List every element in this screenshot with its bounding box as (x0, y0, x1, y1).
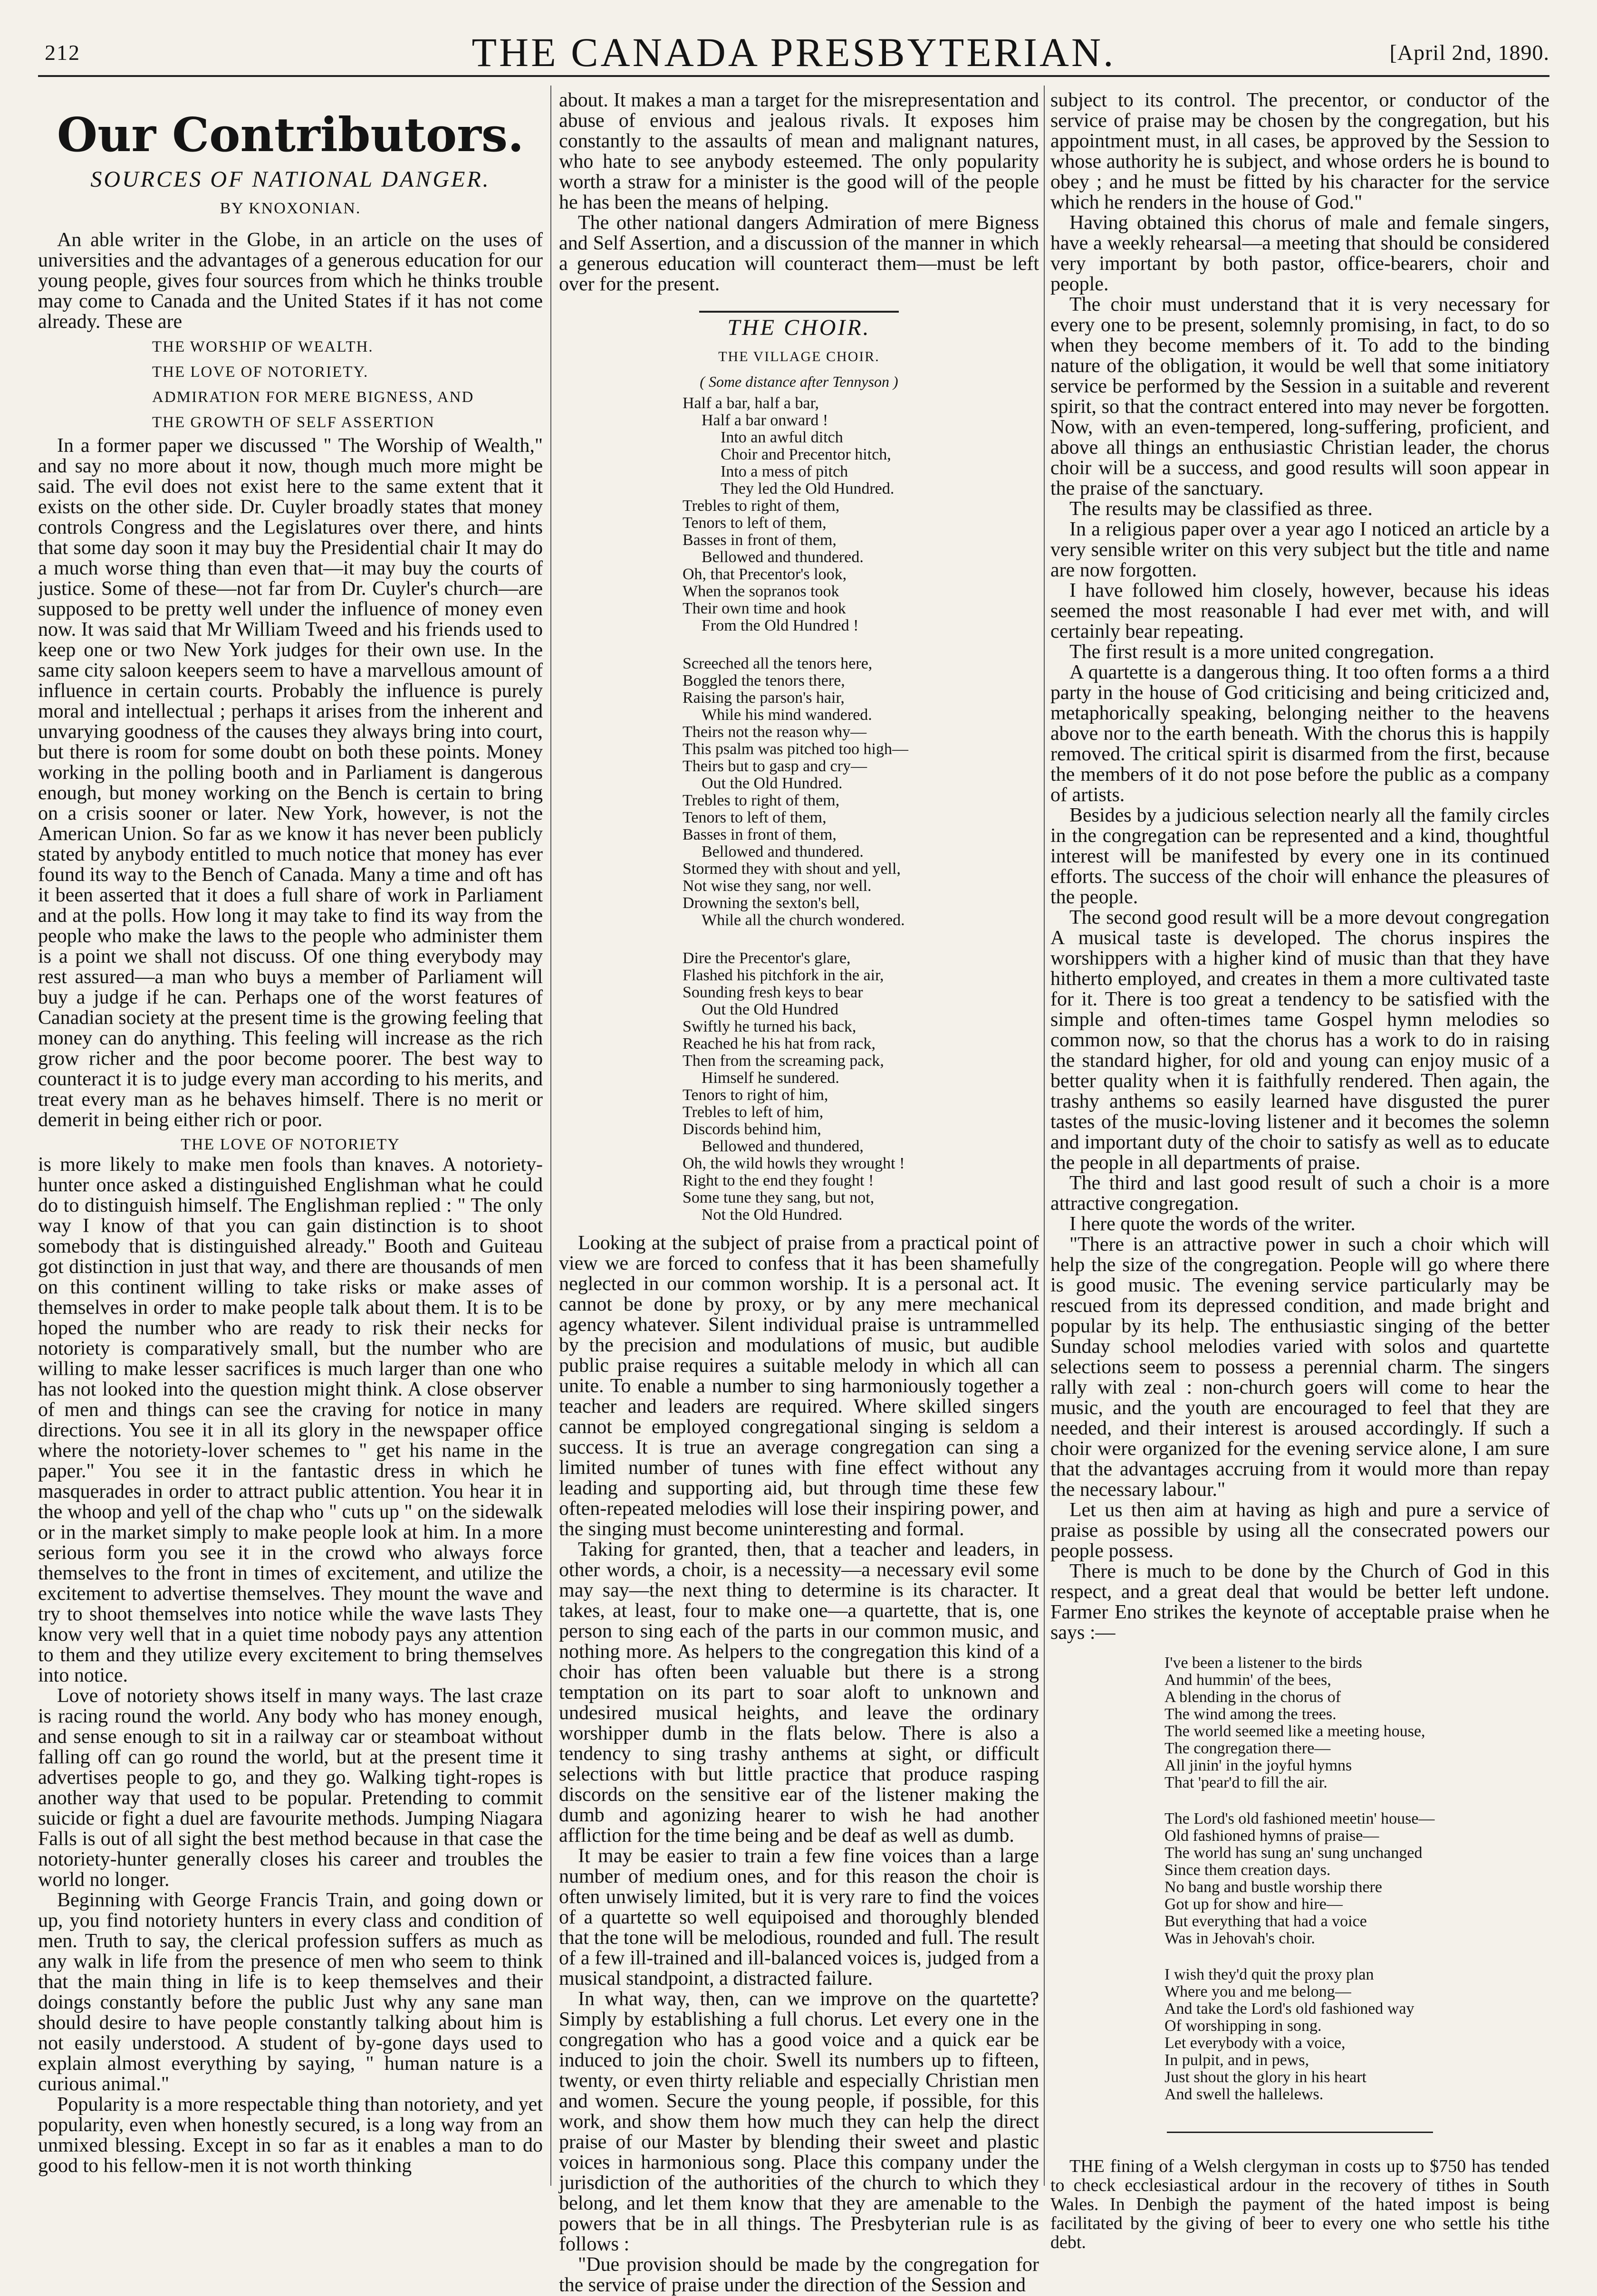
poem-line: Just shout the glory in his heart (1164, 2068, 1366, 2086)
poem-line: Discords behind him, (683, 1120, 821, 1138)
paragraph: In what way, then, can we improve on the quartette? Simply by establishing a full chorus. Let every one in the congregation who has a good voice and a quick ear be induced to join the choir. Swell its numbers up to fifteen, twenty, or even thirty reliable and especially Christian men and women. Secure the young people, if possible, for this work, and show them how much they can help the direct praise of our Master by blending their sweet and plastic voices in harmonious song. Place this company under the jurisdiction of the authorities of the church to which they belong, and let them know that they are amenable to the powers that be in all things. The Presbyterian rule is as follows : (559, 1988, 1039, 2255)
byline: BY KNOXONIAN. (220, 200, 361, 217)
paragraph: "Due provision should be made by the congregation for the service of praise under the direction of the Session and (559, 2254, 1039, 2296)
poem-line: Screeched all the tenors here, (683, 655, 873, 672)
column-divider (550, 86, 551, 2186)
poem-line: Let everybody with a voice, (1164, 2034, 1346, 2052)
poem-line: Drowning the sexton's bell, (683, 894, 860, 912)
paragraph: Beginning with George Francis Train, and going down or up, you find notoriety hunters in every class and condition of men. Truth to say, the clerical profession suffers as much as any walk in life from the presence of men who seem to think that the main thing in life is to keep themselves and their doings constantly before the public Just why any sane man should desire to have people constantly talking about him is not easily understood. A student of by-gone days used to explain almost everything by saying, " human nature is a curious animal." (38, 1889, 543, 2095)
poem-line: Bellowed and thundered. (702, 843, 864, 861)
poem-line: From the Old Hundred ! (702, 617, 859, 634)
page-number: 212 (45, 40, 80, 65)
paragraph: Looking at the subject of praise from a practical point of view we are forced to confess that it has been shamefully neglected in our common worship. It is a personal act. It cannot be done by proxy, or by any mere mechanical agency whatever. Silent individual praise is untrammelled by the precision and modulations of music, but audible public praise requires a suitable melody in which all can unite. To enable a number to sing harmoniously together a teacher and leaders are required. Where skilled singers cannot be employed congregational singing is seldom a success. It is true an average congregation can sing a limited number of tunes with fine effect without any leading and supporting aid, but through time these few often-repeated melodies will lose their inspiring power, and the singing must become uninteresting and formal. (559, 1232, 1039, 1540)
list-item: ADMIRATION FOR MERE BIGNESS, AND (152, 389, 474, 406)
poem-line: Trebles to left of him, (683, 1103, 824, 1121)
paragraph: Taking for granted, then, that a teacher and leaders, in other words, a choir, is a necessity—a necessary evil some may say—the next thing to determine is its character. It takes, at least, four to make one—a quartette, that is, one person to sing each of the parts in our common music, and nothing more. As helpers to the congregation this kind of a choir has often been valuable but there is a strong temptation on its part to soar aloft to unknown and undesired musical heights, and leave the ordinary worshipper dumb in the flats below. There is also a tendency to sing trashy anthems at sight, or difficult selections with but little practice that produce rasping discords on the sensitive ear of the listener making the dumb and agonizing hearer to wish he had another affliction for the time being and be deaf as well as dumb. (559, 1539, 1039, 1846)
poem-line: Some tune they sang, but not, (683, 1189, 875, 1206)
paragraph: "There is an attractive power in such a choir which will help the size of the congregation. People will go where there is good music. The evening service particularly may be rescued from its depressed condition, and made bright and popular by its help. The enthusiastic singing of the better Sunday school melodies varied with solos and quartette selections seem to possess a perennial charm. The singers rally with zeal : non-church goers will come to hear the music, and the youth are encouraged to feel that they are needed, and their interest is aroused accordingly. If such a choir were organized for the evening service alone, I am sure that the advantages accruing from it would more than repay the necessary labour." (1050, 1234, 1549, 1501)
paragraph: In a religious paper over a year ago I noticed an article by a very sensible writer on this very subject but the title and name are now forgotten. (1050, 518, 1549, 581)
poem-line: The wind among the trees. (1164, 1705, 1337, 1723)
paragraph: The choir must understand that it is very necessary for every one to be present, solemnly promising, in fact, to do so when they become members of it. To add to the binding nature of the obligation, it would be well that some initiatory service be performed by the Session in a suitable and reverent spirit, so that the contract entered into may never be forgotten. Now, with an even-tempered, long-suffering, proficient, and above all things an enthusiastic Christian leader, the chorus choir will be a success, and good results will soon appear in the praise of the sanctuary. (1050, 294, 1549, 499)
poem-line: Trebles to right of them, (683, 497, 840, 515)
poem-line: And hummin' of the bees, (1164, 1671, 1331, 1689)
poem (559, 395, 1039, 1224)
paragraph: There is much to be done by the Church of God in this respect, and a great deal that would be better left undone. Farmer Eno strikes the keynote of acceptable praise when he says :— (1050, 1560, 1549, 1644)
paragraph: Having obtained this chorus of male and female singers, have a weekly rehearsal—a meeting that should be considered very important by both pastor, office-bearers, choir and people. (1050, 212, 1549, 295)
poem-line: Was in Jehovah's choir. (1164, 1930, 1315, 1947)
poem-line: Half a bar, half a bar, (683, 394, 819, 412)
list-item: THE WORSHIP OF WEALTH. (152, 338, 374, 355)
farmer-eno-verses (1164, 1655, 1549, 2103)
poem-line: Basses in front of them, (683, 826, 837, 843)
poem-line: Oh, that Precentor's look, (683, 565, 847, 583)
paragraph: The other national dangers Admiration of mere Bigness and Self Assertion, and a discussion of the manner in which a generous education will counteract them—must be left over for the present. (559, 212, 1039, 295)
poem-line: I wish they'd quit the proxy plan (1164, 1966, 1374, 1983)
poem-line: Their own time and hook (683, 600, 846, 617)
poem-line: Himself he sundered. (702, 1069, 839, 1087)
list-item: THE LOVE OF NOTORIETY. (152, 364, 369, 381)
poem-line: Theirs but to gasp and cry— (683, 757, 867, 775)
column-1 (38, 90, 543, 2176)
paragraph: Love of notoriety shows itself in many ways. The last craze is racing round the world. Any body who has money enough, and sense enough to sit in a railway car or steamboat without falling off can go round the world, but at the present time it advertises people to go, and they go. Walking tight-ropes is another way that used to be popular. Pretending to commit suicide or fight a duel are favourite methods. Jumping Niagara Falls is out of all sight the best method because in that case the notoriety-hunter generally closes his career and troubles the world no longer. (38, 1685, 543, 1891)
separator-rule (1167, 2132, 1433, 2133)
subheading: THE LOVE OF NOTORIETY (181, 1136, 400, 1153)
poem-line: Since them creation days. (1164, 1861, 1331, 1879)
poem-line: Tenors to left of them, (683, 514, 827, 532)
poem-line: The Lord's old fashioned meetin' house— (1164, 1810, 1435, 1827)
paragraph: An able writer in the Globe, in an article on the uses of universities and the advantages of a generous education for our young people, gives four sources from which he thinks trouble may come to Canada and the United States if it has not come already. These are (38, 229, 543, 333)
poem-line: The world seemed like a meeting house, (1164, 1722, 1425, 1740)
stanza-gap (1164, 1947, 1549, 1966)
paragraph: The third and last good result of such a choir is a more attractive congregation. (1050, 1172, 1549, 1215)
poem-line: Trebles to right of them, (683, 792, 840, 809)
poem-line: Out the Old Hundred (702, 1001, 839, 1018)
poem-line: But everything that had a voice (1164, 1913, 1367, 1930)
poem-line: Bellowed and thundered, (702, 1138, 864, 1155)
poem-line: Got up for show and hire— (1164, 1895, 1343, 1913)
poem-line: Flashed his pitchfork in the air, (683, 966, 884, 984)
poem-line: While his mind wandered. (702, 706, 872, 724)
poem-line: Sounding fresh keys to bear (683, 984, 863, 1001)
poem-line: Reached he his hat from rack, (683, 1035, 875, 1052)
poem-line: While all the church wondered. (702, 911, 905, 929)
poem-line: I've been a listener to the birds (1164, 1654, 1362, 1672)
paragraph: Popularity is a more respectable thing than notoriety, and yet popularity, even when honestly secured, is a long way from an unmixed blessing. Except in so far as it enables a man to do good to his fellow-men it is not worth thinking (38, 2094, 543, 2177)
article-title: SOURCES OF NATIONAL DANGER. (90, 167, 491, 192)
poem-line: And swell the hallelews. (1164, 2086, 1324, 2103)
poem-line: Not wise they sang, nor well. (683, 877, 872, 895)
poem-line: Of worshipping in song. (1164, 2017, 1322, 2035)
paragraph: The second good result will be a more devout congregation A musical taste is developed. The chorus inspires the worshippers with a higher kind of music than that they have hitherto employed, and creates in them a more cultivated taste for it. There is too great a tendency to be satisfied with the simple and often-times tame Gospel hymn melodies so common now, so that the chorus has a work to do in raising the standard higher, for old and young can enjoy music of a better quality when it is faithfully rendered. Then again, the trashy anthems so easily learned have disgusted the purer tastes of the music-loving listener and it becomes the solemn and important duty of the choir to satisfy as well as to educate the people in all departments of praise. (1050, 907, 1549, 1174)
poem-line: No bang and bustle worship there (1164, 1878, 1382, 1896)
issue-date: [April 2nd, 1890. (1389, 40, 1549, 65)
poem-line: This psalm was pitched too high— (683, 740, 909, 758)
poem-line: In pulpit, and in pews, (1164, 2051, 1309, 2069)
poem-line: The world has sung an' sung unchanged (1164, 1844, 1423, 1862)
stanza-gap (559, 929, 1039, 950)
news-note: THE fining of a Welsh clergyman in costs up to $750 has tended to check ecclesiastical ardour in the recovery of tithes in South Wales. In Denbigh the payment of the hated impost is being facilitated by the giving of beer to every one who settle his tithe debt. (1050, 2156, 1549, 2252)
poem-line: Bellowed and thundered. (702, 548, 864, 566)
paragraph: Let us then aim at having as high and pure a service of praise as possible by using all the consecrated powers our people possess. (1050, 1499, 1549, 1562)
poem-line: Tenors to left of them, (683, 809, 827, 826)
poem-line: Raising the parson's hair, (683, 689, 845, 707)
poem-title: THE VILLAGE CHOIR. (718, 349, 880, 364)
poem-subtitle: ( Some distance after Tennyson ) (700, 373, 898, 390)
poem-line: Oh, the wild howls they wrought ! (683, 1155, 905, 1172)
poem-line: Out the Old Hundred. (702, 775, 843, 792)
poem-line: A blending in the chorus of (1164, 1688, 1341, 1706)
paragraph: subject to its control. The precentor, or conductor of the service of praise may be chosen by the congregation, but his appointment must, in all cases, be approved by the Session to whose authority he is subject, and whose orders he is bound to obey ; and he must be fitted by his character for the service which he renders in the house of God." (1050, 89, 1549, 213)
page-header (38, 19, 1549, 76)
paragraph: I have followed him closely, however, because his ideas seemed the most reasonable I had ever met with, and will certainly bear repeating. (1050, 580, 1549, 642)
paragraph: is more likely to make men fools than knaves. A notoriety-hunter once asked a distinguished Englishman what he could do to distinguish himself. The Englishman replied : " The only way I know of that you can gain distinction is to shoot somebody that is distinguished already." Booth and Guiteau got distinction in just that way, and there are thousands of men on this continent willing to take risks or make asses of themselves in order to make people talk about them. It is to be hoped the number who are ready to risk their necks for notoriety is comparatively small, but the number who are willing to make lesser sacrifices is much larger than one who has not looked into the question might think. A close observer of men and things can see the craving for notice in many directions. You see it in all its glory in the newspaper office where the notoriety-lover schemes to " get his name in the paper." You see it in the fantastic dress in which he masquerades in order to attract public attention. You hear it in the whoop and yell of the chap who " cuts up " on the sidewalk or in the market simply to make people look at him. In a more serious form you see it in the crowd who always force themselves to the front in times of excitement, and utilize the excitement to advertise themselves. They mount the wave and try to shoot themselves into notice while the wave lasts They know very well that in a quiet time nobody pays any attention to them and they utilize every excitement to bring themselves into notice. (38, 1154, 543, 1686)
column-3 (1050, 90, 1549, 2252)
column-2 (559, 90, 1039, 2296)
poem-line: Tenors to right of him, (683, 1086, 828, 1104)
article-title: THE CHOIR. (727, 315, 871, 340)
newspaper-title: THE CANADA PRESBYTERIAN. (471, 29, 1116, 75)
poem-line: Right to the end they fought ! (683, 1172, 874, 1189)
poem-line: Swiftly he turned his back, (683, 1018, 856, 1035)
paragraph: It may be easier to train a few fine voices than a large number of medium ones, and for this reason the choir is often unwisely limited, but it is very rare to find the voices of a quartette so well equipoised and thoroughly blended that the tone will be melodious, rounded and full. The result of a few ill-trained and ill-balanced voices is, judged from a musical standpoint, a distracted failure. (559, 1845, 1039, 1990)
poem-line: All jinin' in the joyful hymns (1164, 1757, 1352, 1774)
poem-line: Theirs not the reason why— (683, 723, 867, 741)
poem-line: Half a bar onward ! (702, 411, 828, 429)
poem-line: Choir and Precentor hitch, (721, 446, 891, 463)
paragraph: A quartette is a dangerous thing. It too often forms a a third party in the house of God criticising and being criticized and, metaphorically speaking, belonging neither to the heavens above nor to the earth beneath. With the chorus this is happily removed. The critical spirit is disarmed from the first, because the members of it do not pose before the public as a company of artists. (1050, 661, 1549, 806)
list-item: THE GROWTH OF SELF ASSERTION (152, 414, 435, 431)
poem-line: Dire the Precentor's glare, (683, 949, 851, 967)
poem-line: Into an awful ditch (721, 429, 843, 446)
poem-line: Boggled the tenors there, (683, 672, 845, 689)
paragraph: I here quote the words of the writer. (1069, 1213, 1356, 1235)
section-rule (699, 311, 899, 313)
stanza-gap (1164, 1791, 1549, 1810)
poem-line: Stormed they with shout and yell, (683, 860, 901, 878)
paragraph: In a former paper we discussed " The Worship of Wealth," and say no more about it now, though much more might be said. The evil does not exist here to the same extent that it exists on the other side. Dr. Cuyler broadly states that money controls Congress and the Legislatures over there, and hints that some day soon it may buy the Presidential chair It may do a much worse thing than even that—it may buy the courts of justice. Some of these—not far from Dr. Cuyler's church—are supposed to be pretty well under the influence of money even now. It was said that Mr William Tweed and his friends used to keep one or two New York judges for their own use. In the same city saloon keepers seem to have a marvellous amount of influence in certain courts. Probably the influence is purely moral and intellectual ; perhaps it arises from the inherent and unvarying goodness of the causes they always bring into court, but there is room for some doubt on both these points. Money working in the polling booth and in Parliament is dangerous enough, but money working on the Bench is certain to bring on a crisis sooner or later. New York, however, is not the American Union. So far as we know it has never been publicly stated by anybody entitled to much notice that money has ever found its way to the Bench of Canada. Many a time and oft has it been asserted that it does a full share of work in Parliament and at the polls. How long it may take to find its way from the people who make the laws to the people who administer them is a point we shall not discuss. Of one thing everybody may rest assured—a man who buys a member of Parliament will buy a judge if he can. Perhaps one of the worst features of Canadian society at the present time is the growing feeling that money can do anything. This feeling will increase as the rich grow richer and the poor become poorer. The best way to counteract it is to judge every man according to his merits, and treat every man as he behaves himself. There is no merit or demerit in being either rich or poor. (38, 435, 543, 1131)
header-rule (38, 75, 1549, 77)
paragraph: The first result is a more united congregation. (1069, 641, 1434, 663)
poem-line: When the sopranos took (683, 583, 839, 600)
poem-line: Into a mess of pitch (721, 463, 848, 480)
paragraph: The results may be classified as three. (1069, 498, 1373, 520)
paragraph: about. It makes a man a target for the misrepresentation and abuse of envious and jealous rivals. It exposes him constantly to the assaults of mean and malignant natures, who hate to see anybody esteemed. The only popularity worth a straw for a minister is the good will of the people he has been the means of helping. (559, 89, 1039, 213)
poem-line: Then from the screaming pack, (683, 1052, 884, 1070)
section-title: Our Contributors. (57, 108, 524, 163)
poem-line: Basses in front of them, (683, 531, 837, 549)
poem-line: They led the Old Hundred. (721, 480, 895, 497)
poem-line: That 'pear'd to fill the air. (1164, 1774, 1328, 1791)
poem-line: And take the Lord's old fashioned way (1164, 2000, 1414, 2018)
poem-line: The congregation there— (1164, 1740, 1331, 1757)
poem-line: Not the Old Hundred. (702, 1206, 843, 1224)
poem-line: Where you and me belong— (1164, 1983, 1351, 2000)
stanza-gap (559, 634, 1039, 655)
column-divider (1044, 86, 1045, 2186)
poem-line: Old fashioned hymns of praise— (1164, 1827, 1379, 1845)
paragraph: Besides by a judicious selection nearly all the family circles in the congregation can be represented and a kind, thoughtful interest will be manifested by every one in its continued efforts. The success of the choir will enhance the pleasures of the people. (1050, 804, 1549, 908)
